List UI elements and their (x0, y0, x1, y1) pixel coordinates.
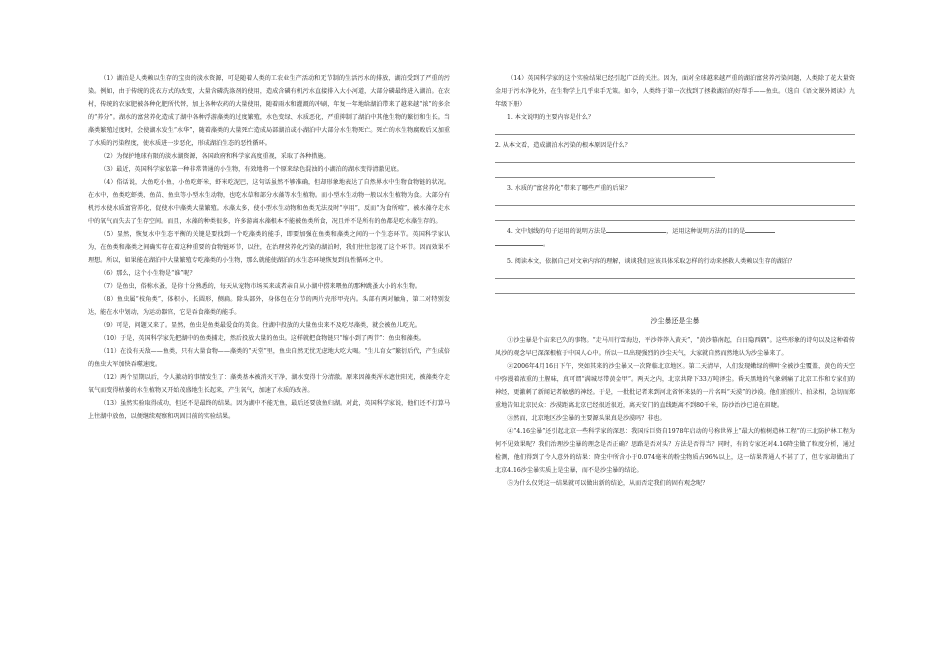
question-4-cont (495, 238, 855, 251)
essay-paragraph-4: ④“4.16尘暴”还引起北京一些科学家的深思：我国斥巨资自1978年启动的号称世界上“最大的植树造林工程”的三北防护林工程为何不见效果呢？我们治理沙尘暴的理念是否正确？思路是否对头？方法是否得当？同时，有的专家还对4.16降尘做了粒度分析，通过检测，他们得到了令人意外的结果：降尘中所含小于0.074毫米的粉尘物质占96%以上，这一结果普通人不甚了了，但专家却做出了北京4.16沙尘暴实质上是尘暴，而不是沙尘暴的结论。 (495, 428, 855, 474)
answer-line-2b[interactable] (495, 167, 715, 178)
paragraph-13: （13）虽然实验取得成功，但还不是最终的结果。因为湖中不能无鱼，最后还要放鱼归湖。对此，英国科学家说，他们还不打算马上往湖中放鱼，以便继续观察和巩固目前的实验结果。 (88, 400, 450, 420)
question-4-end: 。 (543, 241, 550, 248)
blank-purpose-cont[interactable] (495, 238, 543, 246)
paragraph-4: （4）俗话说，大鱼吃小鱼，小鱼吃虾米，虾米吃泥巴，这句话虽然不够准确，但却形象地表达了自然界水中生物食物链的状况。在水中，鱼类吃虾类、鱼苗、鱼虫等小型水生动物，也吃水草和部分水藻等水生植物。而小型水生动物一般以水生植物为食。大部分有机污水使水质富营养化，促使水中藻类大量繁殖。水藻太多，使小型水生动物和鱼类无法及时“享用”，反而“为食所噎”，被水藻夺走水中的氧气而失去了生存空间。而且，水藻的种类很多，许多游离水藻根本不能被鱼类所食，况且并不是所有的鱼都是吃水藻生存的。 (88, 179, 450, 225)
blank-purpose[interactable] (745, 225, 775, 233)
paragraph-9: （9）可是，问题又来了。显然，鱼虫是鱼类最爱食的美食。往湖中投放的大量鱼虫来不及吃尽藻类，就会被鱼儿吃光。 (100, 322, 421, 329)
question-5: 5. 阅读本文，依据自己对文章内容的理解，谈谈我们应该具体采取怎样的行动来拯救人类赖以生存的湖泊？ (507, 258, 796, 265)
essay-paragraph-2: ②2006年4月16日下午，突如其来的沙尘暴又一次降临北京地区。第二天清早，人们发现嫩绿的柳叶全被沙尘覆盖，黄色的天空中弥漫着浓重的土腥味，真可谓“满城尽带黄金甲”。两天之内，北京共降下33万吨泽尘。昏天黑地的气象刺痛了北京工作和专家们的神经，更激刺了新闻记者敏感的神经。于是，一批批记者来到河北省怀来县的一片名叫“天漠”的沙漠。他们拍照片、拍录相，急切而郑重地告知北京民众：沙漠距离北京已经很近很近，离天安门的直线距离不到80千米，防沙治沙已迫在眉睫。 (495, 363, 855, 409)
paragraph-2: （2）为保护地球有限的淡水湖资源，各国政府和科学家高度重视，采取了各种措施。 (100, 153, 330, 160)
paragraph-12: （12）两个星期以后，令人激动的事情发生了：藻类基本被消灭干净，湖水变得十分清澈。原来因藻类浑水遮住阳光，被藻类夺走氧气而变得枯萎的水生植物又开始茂盛地生长起来，产生氧气，加速了水质的改善。 (88, 374, 450, 394)
paragraph-10: （10）于是，英国科学家先把湖中的鱼类捕走，然后投放大量的鱼虫。这样就把食物链只“缩小到了两节”：鱼虫和藻类。 (100, 335, 425, 342)
question-4-part-b: ，运用这种说明方法的目的是 (666, 228, 746, 235)
answer-line-3[interactable] (495, 195, 855, 206)
paragraph-5: （5）显然，恢复水中生态平衡的关键是要找到一个吃藻类的能手，即要加强在鱼类和藻类之间的一个生态环节。英国科学家认为，在鱼类和藻类之间确实存在着这种重要的食物链环节，以往，在治理营养化污染的湖泊时，我们往往忽视了这个环节。因而效果不理想。所以，如果能在湖泊中大量繁殖专吃藻类的小生物，那么就能使湖泊的水生态环境恢复到良性循环之中。 (88, 231, 450, 264)
answer-line-3b[interactable] (495, 210, 855, 221)
blank-method[interactable] (606, 225, 666, 233)
essay-paragraph-1: ①沙尘暴是个亩来已久的事物。“走马川行雪海边，平沙莽莽入黄天”，“黄沙幕南起，白日隐西隅”。这些形象的诗句以及这种着传风沙的观念早已深深根植于中国人心中。所以一旦出现强烈的沙尘天气，大家就自然而然地认为沙尘暴来了。 (495, 337, 855, 357)
question-1: 1. 本文说明的主要内容是什么？ (507, 114, 594, 121)
paragraph-7: （7）是鱼虫，俗称水蚤，是你十分熟悉的，每天从宠物市场买来或者亲自从小湖中捞来喂鱼的那种跳蚤大小的水生物。 (100, 283, 421, 290)
paragraph-3: （3）最近，英国科学家依靠一种非常普通的小生物，有效地将一个原来绿色混浊的小湖泊的湖水变得清澈见底。 (100, 166, 403, 173)
passage-body (88, 0, 450, 423)
question-3: 3. 水质的“富营养化”带来了哪些严重的后果？ (507, 185, 631, 192)
questions-section (495, 0, 855, 490)
answer-line-2[interactable] (495, 152, 855, 163)
paragraph-14: （14）英国科学家的这个实验结果已经引起广泛的关注。因为，面对全球越来越严重的湖泊富营养污染问题，人类除了花大量资金用于污水净化外，在生物学上几乎束手无策。如今，人类终于第一次找到了拯救湖泊的好帮手——鱼虫。（选自《语文课外阅读》九年级下册） (495, 75, 855, 108)
paragraph-8: （8）鱼虫属“枝角类”，体积小，长圆形，侧扁。除头部外，身体包在分节的两片壳形甲壳内。头部有两对触角，第二对特别发达，能在水中划动，为运动器官，它是吞食藻类的能手。 (88, 296, 450, 316)
essay-title: 沙尘暴还是尘暴 (650, 317, 700, 325)
essay-paragraph-5: ⑤为什么仅凭这一结果就可以做出新的结论，从而否定我们的固有观念呢？ (507, 480, 709, 487)
question-4-part-a: 4. 文中划线的句子运用的说明方法是 (507, 228, 607, 235)
left-column (88, 0, 450, 658)
answer-line-5b[interactable] (495, 283, 855, 294)
paragraph-11: （11）在没有天敌——鱼类，只有大量食物——藻类的“天堂”里，鱼虫自然无忧无虑地大吃大喝。“生儿育女”繁衍后代，产生成倍的鱼虫大军加快吞噬速度。 (88, 348, 450, 368)
right-column (495, 0, 855, 658)
paragraph-1: （1）湖泊是人类赖以生存的宝贵的淡水资源，可是随着人类的工农业生产活动和无节制的生活污水的排放，湖泊受到了严重的污染。例如，由于传统的洗衣方式的改变，大量含磷洗涤剂的使用，造成含磷有机污水直接排入大小河道，大部分磷最终进入湖泊。在农村，传统的农家肥被各种化肥所代替，加上各种农药的大量使用，随着雨水和灌溉的冲刷，年复一年地给湖泊带来了越来越“浓”的多余的“养分”。湖水的富营养化造成了湖中各种浮游藻类的过度繁殖，水色变绿、水质恶化，严重抑制了湖泊中其他生物的繁衍和生长。当藻类繁殖过度时，会使湖水发生“水华”，随着藻类的大量死亡造成局部湖泊或小湖泊中大部分水生物死亡。死亡的水生物腐败后又加重了水质的污染程度，使水质进一步恶化，形成湖泊生态的恶性循环。 (88, 75, 450, 147)
question-2: 2. 从本文看，造成湖泊水污染的根本原因是什么？ (495, 142, 631, 149)
paragraph-6: （6）那么，这个小生物是“谁”呢？ (100, 270, 196, 277)
answer-line-1[interactable] (495, 124, 855, 135)
question-4 (495, 225, 855, 238)
answer-line-5[interactable] (495, 268, 855, 279)
essay-paragraph-3: ③然而，北京地区沙尘暴的主要源头果真是沙漠吗？非也。 (507, 415, 666, 422)
